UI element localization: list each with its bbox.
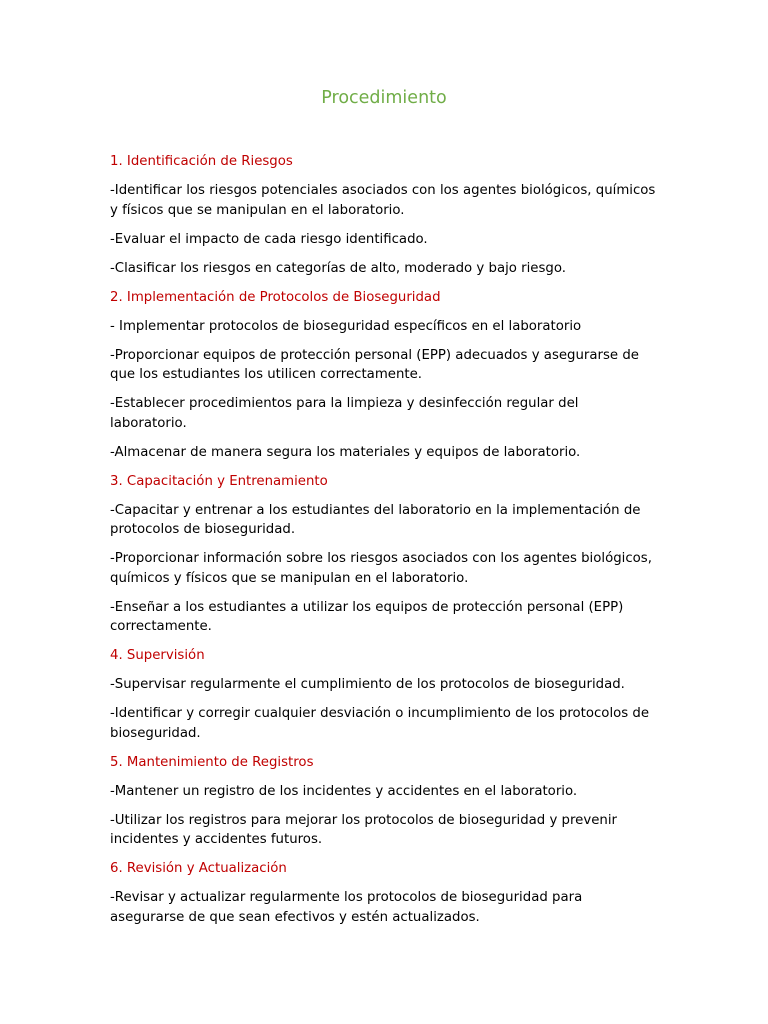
paragraph: - Implementar protocolos de bioseguridad específicos en el laboratorio: [110, 318, 582, 334]
section-6: [110, 859, 658, 927]
paragraph: -Proporcionar equipos de protección personal (EPP) adecuados y asegurarse de que los estudiantes los utilicen correctamente.: [110, 347, 639, 382]
paragraph: -Capacitar y entrenar a los estudiantes del laboratorio en la implementación de protocolos de bioseguridad.: [110, 502, 641, 537]
section-1: [110, 152, 658, 278]
section-heading: 6. Revisión y Actualización: [110, 861, 287, 876]
paragraph: -Evaluar el impacto de cada riesgo identificado.: [110, 231, 428, 247]
section-2: [110, 288, 658, 463]
paragraph: -Supervisar regularmente el cumplimiento de los protocolos de bioseguridad.: [110, 677, 625, 692]
section-heading: 1. Identificación de Riesgos: [110, 154, 293, 169]
paragraph: -Clasificar los riesgos en categorías de alto, moderado y bajo riesgo.: [110, 260, 566, 276]
section-heading: 4. Supervisión: [110, 648, 205, 663]
page-title: Procedimiento: [321, 88, 447, 108]
section-heading: 2. Implementación de Protocolos de Bioseguridad: [110, 289, 441, 305]
paragraph: -Proporcionar información sobre los riesgos asociados con los agentes biológicos, químicos y físicos que se manipulan en el laboratorio.: [110, 551, 652, 586]
paragraph: -Identificar los riesgos potenciales asociados con los agentes biológicos, químicos y físicos que se manipulan en el laboratorio.: [110, 183, 656, 218]
paragraph: -Utilizar los registros para mejorar los protocolos de bioseguridad y prevenir incidentes y accidentes futuros.: [110, 812, 617, 847]
paragraph: -Revisar y actualizar regularmente los protocolos de bioseguridad para asegurarse de que sean efectivos y estén actualizados.: [110, 890, 583, 925]
paragraph: -Enseñar a los estudiantes a utilizar los equipos de protección personal (EPP) correctamente.: [110, 599, 624, 634]
section-heading: 3. Capacitación y Entrenamiento: [110, 473, 328, 489]
paragraph: -Mantener un registro de los incidentes y accidentes en el laboratorio.: [110, 783, 578, 799]
section-5: [110, 753, 658, 850]
section-4: [110, 646, 658, 743]
paragraph: -Identificar y corregir cualquier desviación o incumplimiento de los protocolos de bioseguridad.: [110, 706, 650, 741]
paragraph: -Establecer procedimientos para la limpieza y desinfección regular del laboratorio.: [110, 396, 579, 431]
section-3: [110, 472, 658, 637]
paragraph: -Almacenar de manera segura los materiales y equipos de laboratorio.: [110, 444, 581, 460]
section-heading: 5. Mantenimiento de Registros: [110, 754, 314, 770]
